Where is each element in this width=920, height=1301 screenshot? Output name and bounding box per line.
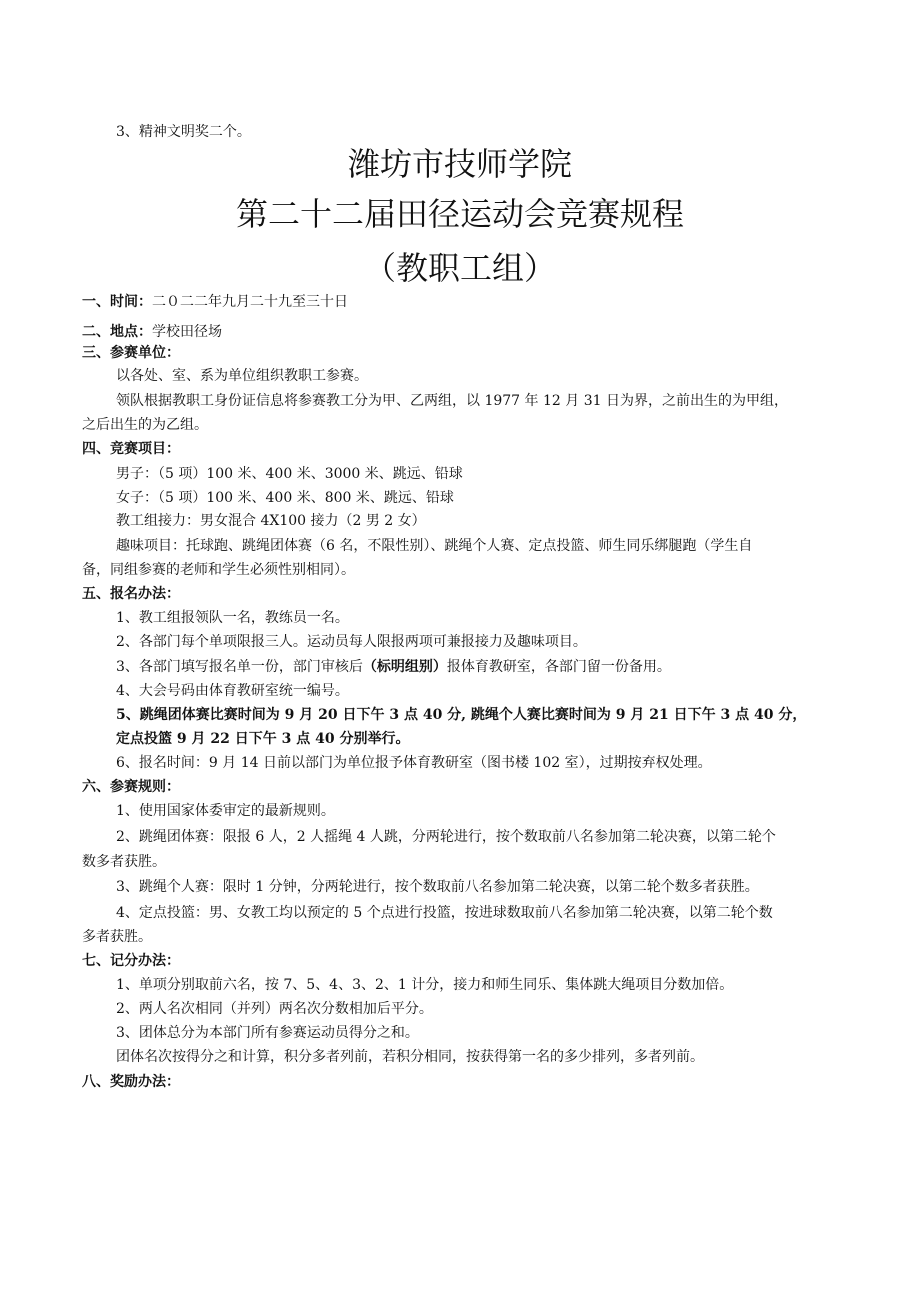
registration-item-3-bold: （标明组别）	[362, 659, 447, 675]
scoring-item-4: 团体名次按得分之和计算，积分多者列前，若积分相同，按获得第一名的多少排列，多者列前。	[116, 1049, 704, 1065]
section-scoring-heading: 七、记分办法：	[82, 953, 180, 969]
events-men: 男子：（5 项）100 米、400 米、3000 米、跳远、铅球	[116, 466, 463, 482]
scoring-item-1: 1、单项分别取前六名，按 7、5、4、3、2、1 计分，接力和师生同乐、集体跳大绳项目分数加倍。	[116, 977, 734, 993]
events-fun-a: 趣味项目：托球跑、跳绳团体赛（6 名，不限性别）、跳绳个人赛、定点投篮、师生同乐绑腿跑（学生自	[116, 538, 753, 554]
previous-award-item: 3、精神文明奖二个。	[116, 124, 251, 140]
section-place-heading: 二、地点：	[82, 324, 152, 340]
section-time-heading: 一、时间：	[82, 294, 152, 310]
scoring-item-2: 2、两人名次相同（并列）两名次分数相加后平分。	[116, 1001, 433, 1017]
registration-item-3	[116, 655, 842, 679]
registration-item-6: 6、报名时间：9 月 14 日前以部门为单位报予体育教研室（图书楼 102 室），过期按弃权处理。	[116, 755, 712, 771]
title-event: 第二十二届田径运动会竞赛规程	[235, 195, 684, 233]
rules-item-2a: 2、跳绳团体赛：限报 6 人，2 人摇绳 4 人跳，分两轮进行，按个数取前八名参加第二轮决赛，以第二轮个	[116, 829, 776, 845]
events-fun-b: 备，同组参赛的老师和学生必须性别相同）。	[82, 562, 355, 578]
registration-item-4: 4、大会号码由体育教研室统一编号。	[116, 683, 349, 699]
rules-item-3: 3、跳绳个人赛：限时 1 分钟，分两轮进行，按个数取前八名参加第二轮决赛，以第二轮个数多者获胜。	[116, 879, 759, 895]
registration-item-5a: 5、跳绳团体赛比赛时间为 9 月 20 日下午 3 点 40 分, 跳绳个人赛比赛时间为 9 月 21 日下午 3 点 40 分，	[116, 707, 807, 723]
section-units-heading: 三、参赛单位：	[82, 345, 180, 361]
section-rules-heading: 六、参赛规则：	[82, 779, 180, 795]
section-awards-heading: 八、奖励办法：	[82, 1074, 180, 1090]
rules-item-4a: 4、定点投篮：男、女教工均以预定的 5 个点进行投篮，按进球数取前八名参加第二轮决赛，以第二轮个数	[116, 905, 773, 921]
registration-item-2: 2、各部门每个单项限报三人。运动员每人限报两项可兼报接力及趣味项目。	[116, 634, 587, 650]
title-school: 潍坊市技师学院	[347, 145, 572, 183]
events-relay: 教工组接力：男女混合 4X100 接力（2 男 2 女）	[116, 513, 426, 529]
registration-item-3-post: 报体育教研室，各部门留一份备用。	[446, 659, 671, 675]
registration-item-5b: 定点投篮 9 月 22 日下午 3 点 40 分别举行。	[116, 731, 410, 747]
registration-item-3-pre: 3、各部门填写报名单一份，部门审核后	[116, 659, 363, 675]
section-time-text: 二０二二年九月二十九至三十日	[152, 294, 348, 310]
title-group: （教职工组）	[363, 249, 556, 287]
rules-item-4b: 多者获胜。	[82, 929, 152, 945]
section-registration-heading: 五、报名办法：	[82, 586, 180, 602]
rules-item-1: 1、使用国家体委审定的最新规则。	[116, 803, 335, 819]
section-time	[82, 290, 842, 314]
units-paragraph-2b: 之后出生的为乙组。	[82, 417, 208, 433]
units-paragraph-1: 以各处、室、系为单位组织教职工参赛。	[116, 368, 368, 384]
section-place-text: 学校田径场	[152, 324, 222, 340]
units-paragraph-2a: 领队根据教职工身份证信息将参赛教工分为甲、乙两组，以 1977 年 12 月 31 日为界，之前出生的为甲组，	[116, 393, 788, 409]
section-events-heading: 四、竞赛项目：	[82, 441, 180, 457]
registration-item-1: 1、教工组报领队一名，教练员一名。	[116, 610, 349, 626]
rules-item-2b: 数多者获胜。	[82, 854, 166, 870]
scoring-item-3: 3、团体总分为本部门所有参赛运动员得分之和。	[116, 1025, 419, 1041]
events-women: 女子：（5 项）100 米、400 米、800 米、跳远、铅球	[116, 490, 454, 506]
